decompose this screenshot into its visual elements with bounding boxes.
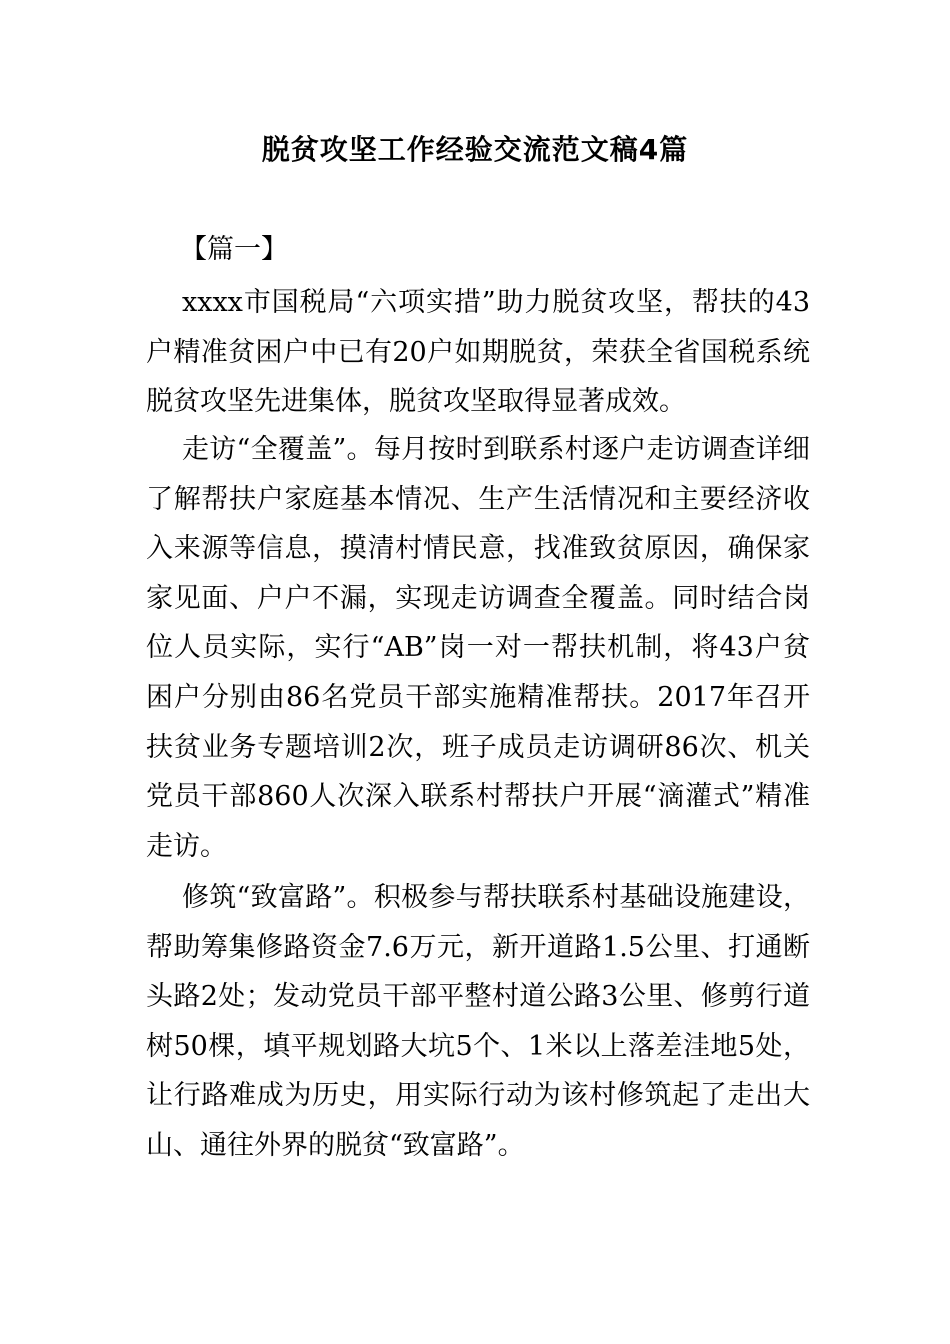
- paragraph-visits: 走访“全覆盖”。每月按时到联系村逐户走访调查详细了解帮扶户家庭基本情况、生产生活情况和主要经济收入来源等信息，摸清村情民意，找准致贫原因，确保家家见面、户户不漏，实现走访调查全覆盖。同时结合岗位人员实际，实行“AB”岗一对一帮扶机制，将43户贫困户分别由86名党员干部实施精准帮扶。2017年召开扶贫业务专题培训2次，班子成员走访调研86次、机关党员干部860人次深入联系村帮扶户开展“滴灌式”精准走访。: [146, 434, 810, 862]
- paragraph-roads: 修筑“致富路”。积极参与帮扶联系村基础设施建设，帮助筹集修路资金7.6万元，新开道路1.5公里、打通断头路2处；发动党员干部平整村道公路3公里、修剪行道树50棵，填平规划路大坑5个、1米以上落差洼地5处，让行路难成为历史，用实际行动为该村修筑起了走出大山、通往外界的脱贫“致富路”。: [146, 882, 810, 1161]
- section-heading: 【篇一】: [180, 234, 288, 265]
- document-title: 脱贫攻坚工作经验交流范文稿4篇: [261, 133, 689, 166]
- paragraph-intro: xxxx市国税局“六项实措”助力脱贫攻坚，帮扶的43户精准贫困户中已有20户如期脱贫，荣获全省国税系统脱贫攻坚先进集体，脱贫攻坚取得显著成效。: [146, 287, 810, 418]
